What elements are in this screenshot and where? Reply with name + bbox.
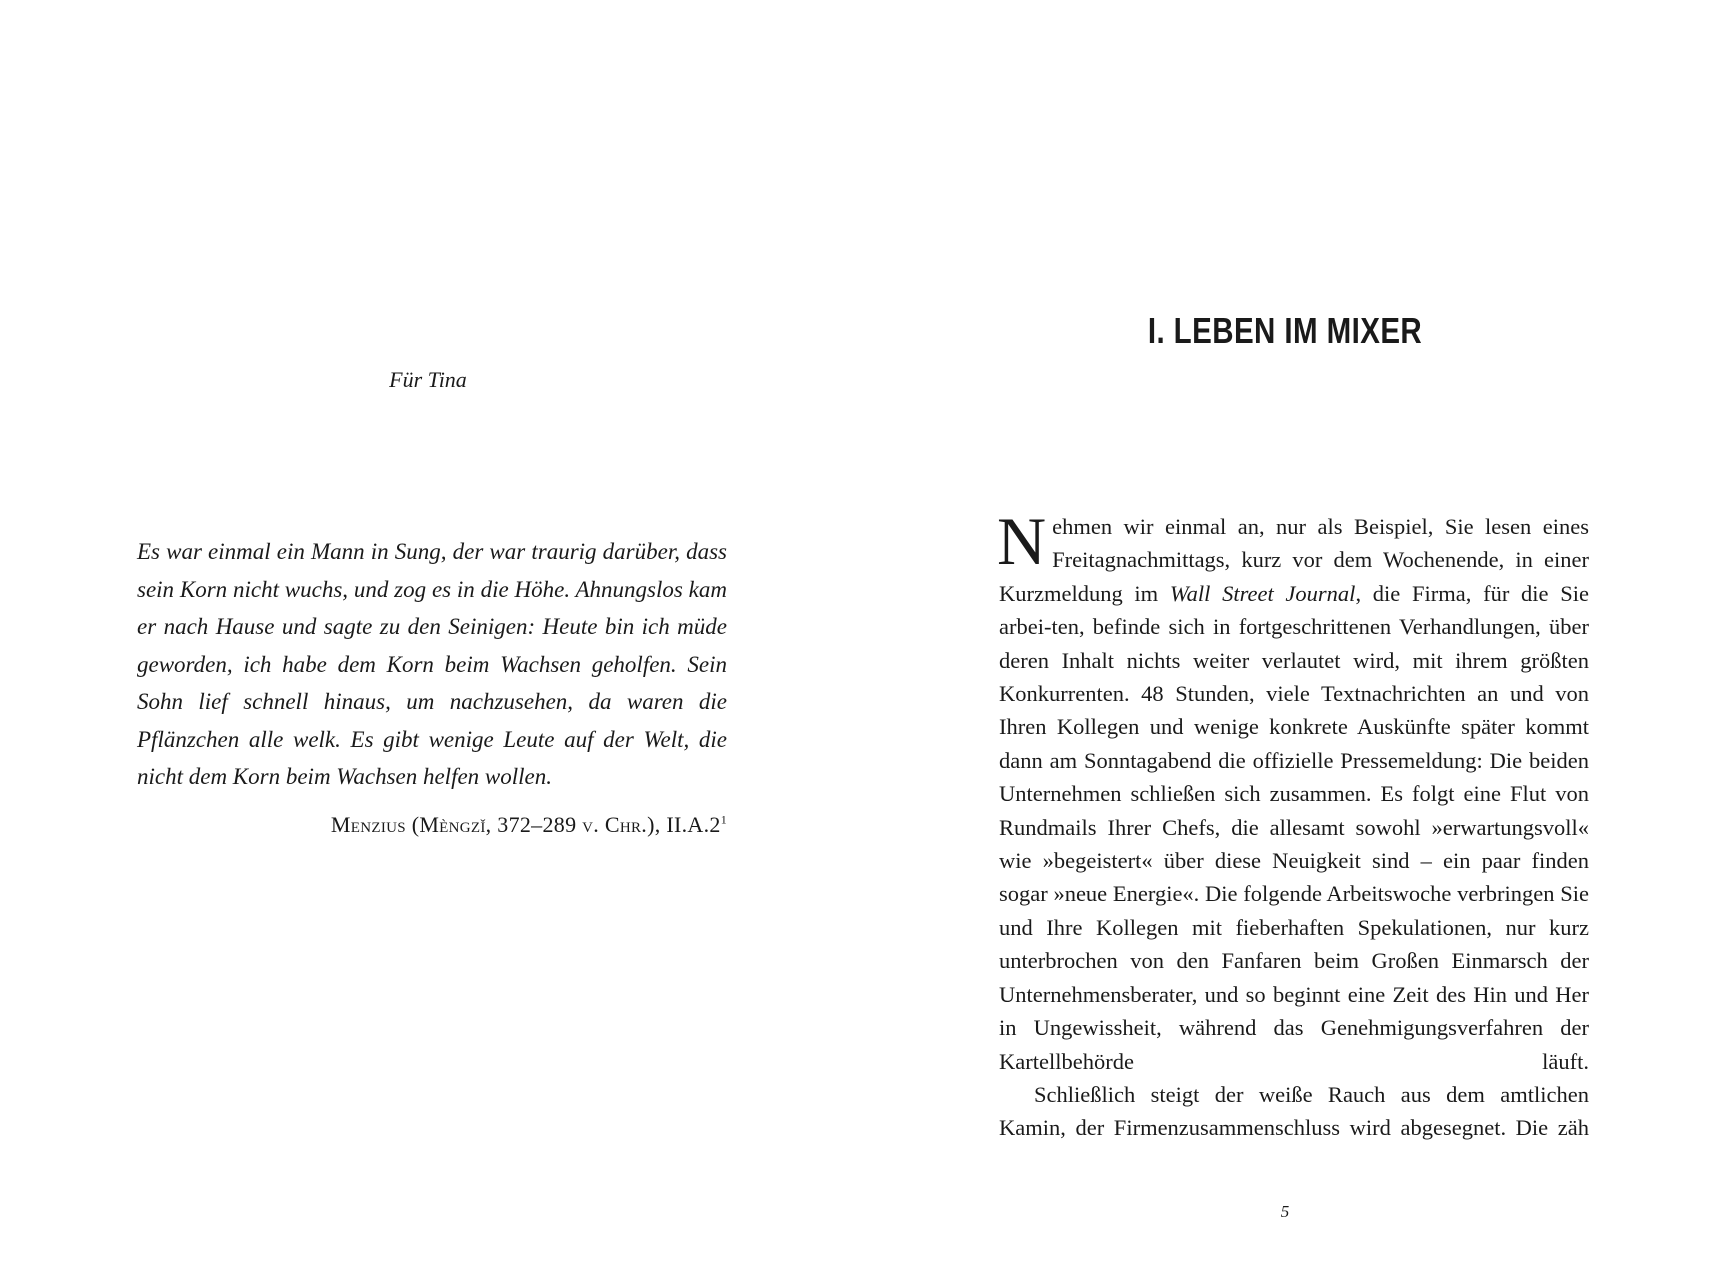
right-page (857, 0, 1713, 1270)
paragraph-1-part-b: , die Firma, für die Sie arbei-ten, befinde sich in fortgeschrittenen Verhandlungen, über deren Inhalt nichts weiter verlautet wird, mit ihrem größten Konkurrenten. 48 Stunden, viele Textnachrichten an und von Ihren Kollegen und wenige konkrete Auskünfte später kommt dann am Sonntagabend die offizielle Pressemeldung: Die beiden Unternehmen schließen sich zusammen. Es folgt eine Flut von Rundmails Ihrer Chefs, die allesamt sowohl »erwartungsvoll« wie »begeistert« über diese Neuigkeit sind – ein paar finden sogar »neue Energie«. Die folgende Arbeitswoche verbringen Sie und Ihre Kollegen mit fieberhaften Spekulationen, nur kurz unterbrochen von den Fanfaren beim Großen Einmarsch der Unternehmensberater, und so beginnt eine Zeit des Hin und Her in Ungewissheit, während das Genehmigungsverfahren der Kartellbehörde läuft. (999, 580, 1589, 1074)
paragraph-2: Schließlich steigt der weiße Rauch aus dem amtlichen Kamin, der Firmenzusammenschluss wird abgesegnet. Die zäh (999, 1081, 1589, 1141)
chapter-body (997, 503, 1589, 1145)
drop-cap: N (997, 503, 1047, 579)
chapter-title: I. LEBEN IM MIXER (1147, 310, 1423, 351)
publication-title: Wall Street Journal (1169, 580, 1356, 606)
paragraph-1 (997, 503, 1589, 1078)
left-page (0, 0, 856, 1270)
page-number: 5 (1280, 1202, 1290, 1221)
epigraph: Es war einmal ein Mann in Sung, der war traurig darüber, dass sein Korn nicht wuchs, und zog es in die Höhe. Ahnungslos kam er nach Hause und sagte zu den Seinigen: Heute bin ich müde geworden, ich habe dem Korn beim Wachsen geholfen. Sein Sohn lief schnell hinaus, um nachzusehen, da waren die Pflänzchen alle welk. Es gibt wenige Leute auf der Welt, die nicht dem Korn beim Wachsen helfen wollen. (137, 539, 727, 789)
dedication: Für Tina (389, 367, 467, 392)
attribution-text: Menzius (Mèngzǐ, 372–289 v. Chr.), II.A.2 (330, 812, 721, 837)
paragraph-1-part-a: ehmen wir einmal an, nur als Beispiel, Sie lesen eines Freitagnachmittags, kurz vor dem Wochenende, in einer Kurzmeldung im (999, 514, 1589, 606)
footnote-marker: 1 (720, 812, 727, 827)
epigraph-attribution (137, 812, 727, 838)
